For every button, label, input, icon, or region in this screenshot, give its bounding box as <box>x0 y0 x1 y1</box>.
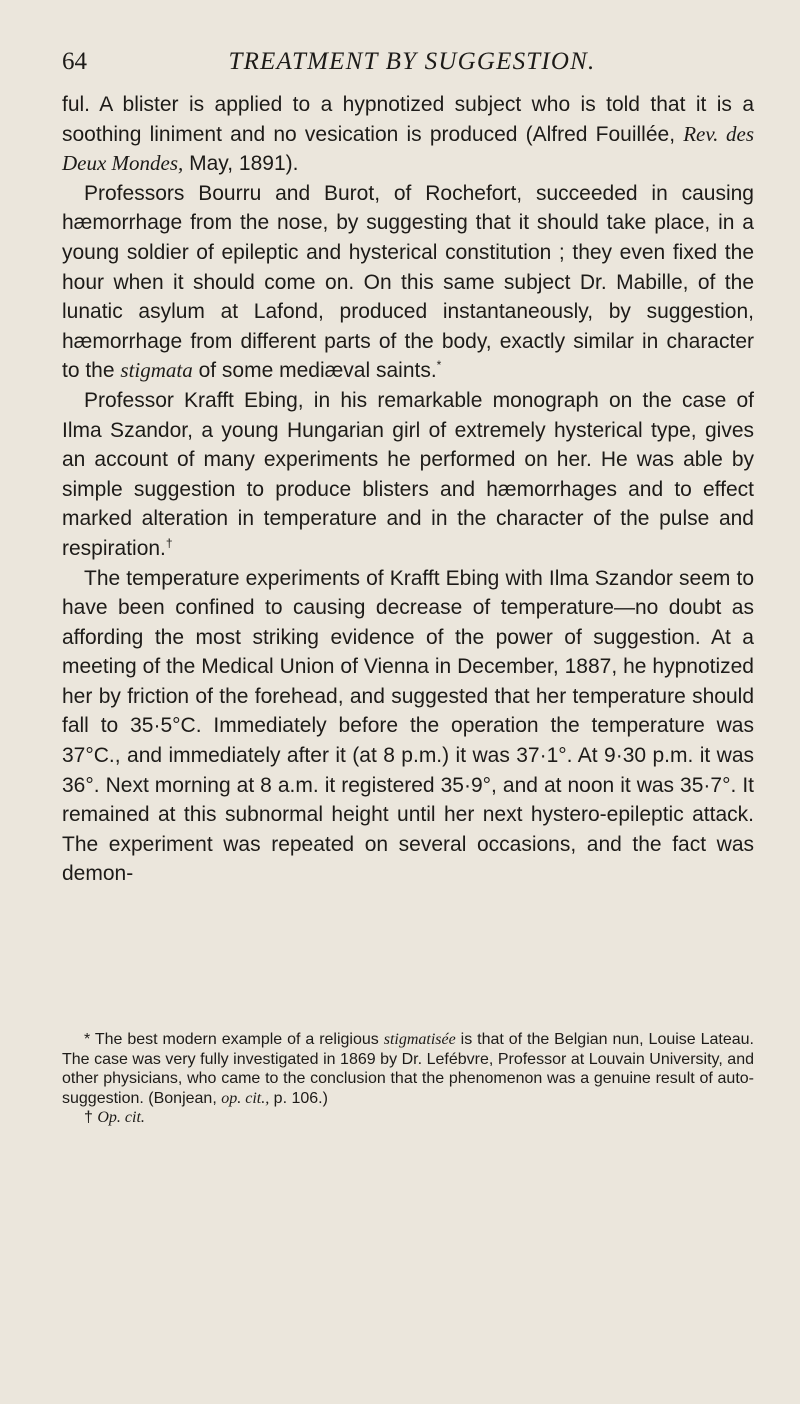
footnote-asterisk <box>62 1030 754 1108</box>
footnotes <box>62 1030 754 1128</box>
paragraph-3-text: Professor Krafft Ebing, in his remarkable monograph on the case of Ilma Szandor, a young Hungarian girl of extremely hysterical type, gives an account of many experiments he performed on her. He was able by simple suggestion to produce blisters and hæmorrhages and to effect marked alteration in temperature and in the character of the pulse and respiration. <box>62 388 754 560</box>
paragraph-4 <box>62 564 754 890</box>
footnote-1-mid: is that of the Belgian nun, Louise Lateau. The case was very fully investigated in 1869 by Dr. Lefébvre, Professor at Louvain University, and other physicians, who came to the conclusion that the phenomenon was a genuine result of auto-suggestion. (Bonjean, <box>62 1031 754 1107</box>
page-number: 64 <box>62 48 87 75</box>
paragraph-2 <box>62 179 754 386</box>
paragraph-4-text: The temperature experiments of Krafft Ebing with Ilma Szandor seem to have been confined to causing decrease of temperature—no doubt as affording the most striking evidence of the power of suggestion. At a meeting of the Medical Union of Vienna in December, 1887, he hypnotized her by friction of the forehead, and suggested that her temperature should fall to 35·5°C. Immediately before the operation the temperature was 37°C., and immediately after it (at 8 p.m.) it was 37·1°. At 9·30 p.m. it was 36°. Next morning at 8 a.m. it registered 35·9°, and at noon it was 35·7°. It remained at this subnormal height until her next hystero-epileptic attack. The experiment was repeated on several occasions, and the fact was demon- <box>62 566 754 886</box>
body-text <box>62 90 754 889</box>
footnote-2-text: Op. cit. <box>97 1109 145 1127</box>
paragraph-1 <box>62 90 754 179</box>
running-title: TREATMENT BY SUGGESTION. <box>228 48 596 75</box>
footnote-mark-dagger: † <box>165 535 173 550</box>
stigmata-term: stigmata <box>120 358 193 383</box>
paragraph-1-text: ful. A blister is applied to a hypnotized subject who is told that it is a soothing liniment and no vesication is produced (Alfred Fouillée, <box>62 93 754 146</box>
footnote-2-mark: † <box>84 1109 98 1127</box>
journal-title: Rev. des Deux Mondes, <box>62 121 754 176</box>
footnote-1-text: * The best modern example of a religious <box>84 1031 384 1048</box>
footnote-mark-asterisk: * <box>436 358 442 373</box>
paragraph-2-text: Professors Bourru and Burot, of Rochefort, succeeded in causing hæmorrhage from the nose, by suggesting that it should take place, in a young soldier of epileptic and hysterical constitution ; they even fixed the hour when it should come on. On this same subject Dr. Mabille, of the lunatic asylum at Lafond, produced instantaneously, by suggestion, hæmorrhage from different parts of the body, exactly similar in character to the <box>62 181 754 383</box>
footnote-1-tail: p. 106.) <box>269 1089 328 1107</box>
page-header <box>62 48 762 88</box>
paragraph-3 <box>62 386 754 564</box>
op-cit-term: op. cit., <box>221 1089 270 1107</box>
footnote-dagger <box>62 1108 754 1128</box>
paragraph-1-tail: May, 1891). <box>183 152 299 176</box>
stigmatisee-term: stigmatisée <box>383 1031 456 1048</box>
paragraph-2-tail: of some mediæval saints. <box>192 359 437 383</box>
